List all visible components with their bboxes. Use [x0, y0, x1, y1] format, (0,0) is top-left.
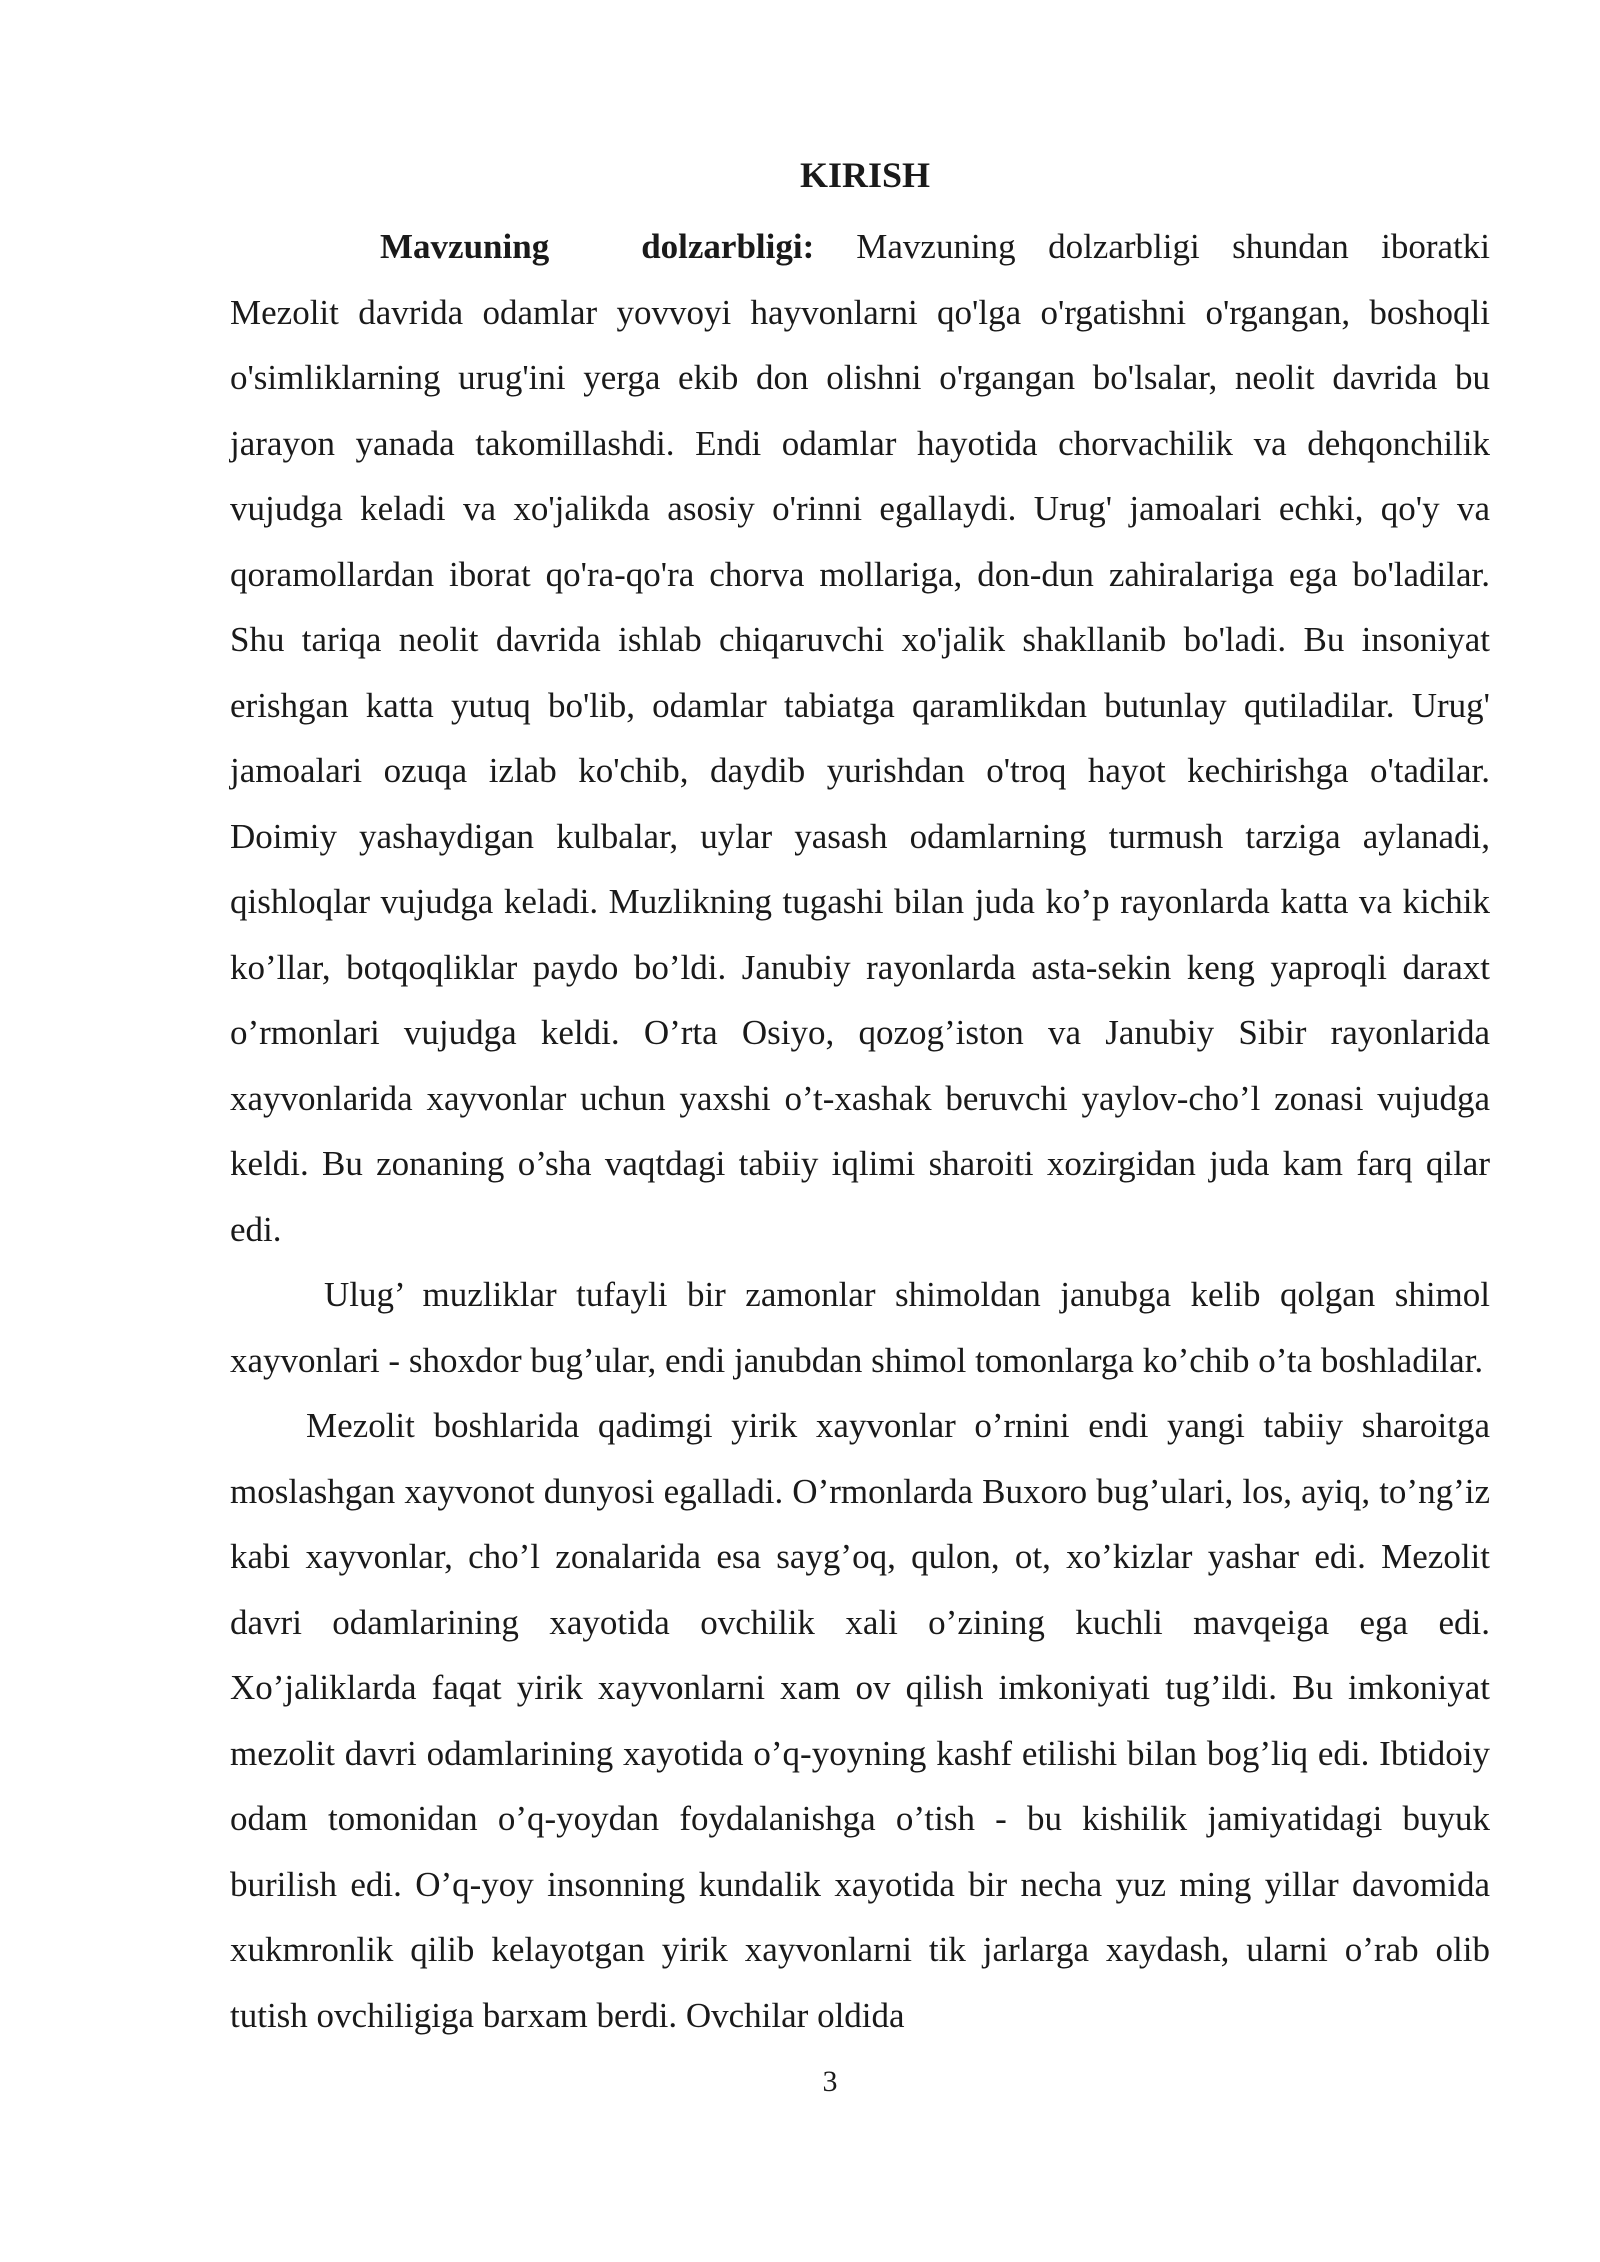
paragraph-relevance: [230, 214, 1490, 1262]
lead-label-part1: Mavzuning: [380, 227, 550, 266]
lead-label-part2: dolzarbligi:: [641, 227, 815, 266]
paragraph-text: Mavzuning dolzarbligi shundan iboratki Mezolit davrida odamlar yovvoyi hayvonlarni qo'lga o'rgatishni o'rgangan, boshoqli o'simliklarning urug'ini yerga ekib don olishni o'rgangan bo'lsalar, neolit davrida bu jarayon yanada takomillashdi. Endi odamlar hayotida chorvachilik va dehqonchilik vujudga keladi va xo'jalikda asosiy o'rinni egallaydi. Urug' jamoalari echki, qo'y va qoramollardan iborat qo'ra-qo'ra chorva mollariga, don-dun zahiralariga ega bo'ladilar. Shu tariqa neolit davrida ishlab chiqaruvchi xo'jalik shakllanib bo'ladi. Bu insoniyat erishgan katta yutuq bo'lib, odamlar tabiatga qaramlikdan butunlay qutiladilar. Urug' jamoalari ozuqa izlab ko'chib, daydib yurishdan o'troq hayot kechirishga o'tadilar. Doimiy yashaydigan kulbalar, uylar yasash odamlarning turmush tarziga aylanadi, qishloqlar vujudga keladi. Muzlikning tugashi bilan juda ko’p rayonlarda katta va kichik ko’llar, botqoqliklar paydo bo’ldi. Janubiy rayonlarda asta-sekin keng yaproqli daraxt o’rmonlari vujudga keldi. O’rta Osiyo, qozog’iston va Janubiy Sibir rayonlarida xayvonlarida xayvonlar uchun yaxshi o’t-xashak beruvchi yaylov-cho’l zonasi vujudga keldi. Bu zonaning o’sha vaqtdagi tabiiy iqlimi sharoiti xozirgidan juda kam farq qilar edi.: [230, 227, 1490, 1249]
paragraph-glaciers: Ulug’ muzliklar tufayli bir zamonlar shimoldan janubga kelib qolgan shimol xayvonlari - shoxdor bug’ular, endi janubdan shimol tomonlarga ko’chib o’ta boshladilar.: [230, 1275, 1490, 1380]
paragraph-mesolithic: Mezolit boshlarida qadimgi yirik xayvonlar o’rnini endi yangi tabiiy sharoitga moslashgan xayvonot dunyosi egalladi. O’rmonlarda Buxoro bug’ulari, los, ayiq, to’ng’iz kabi xayvonlar, cho’l zonalarida esa sayg’oq, qulon, ot, xo’kizlar yashar edi. Mezolit davri odamlarining xayotida ovchilik xali o’zining kuchli mavqeiga ega edi. Xo’jaliklarda faqat yirik xayvonlarni xam ov qilish imkoniyati tug’ildi. Bu imkoniyat mezolit davri odamlarining xayotida o’q-yoyning kashf etilishi bilan bog’liq edi. Ibtidoiy odam tomonidan o’q-yoydan foydalanishga o’tish - bu kishilik jamiyatidagi buyuk burilish edi. O’q-yoy insonning kundalik xayotida bir necha yuz ming yillar davomida xukmronlik qilib kelayotgan yirik xayvonlarni tik jarlarga xaydash, ularni o’rab olib tutish ovchiligiga barxam berdi. Ovchilar oldida: [230, 1406, 1490, 2035]
page-number: 3: [822, 2065, 838, 2098]
section-heading: KIRISH: [799, 155, 931, 195]
page-content: [230, 148, 1490, 2048]
